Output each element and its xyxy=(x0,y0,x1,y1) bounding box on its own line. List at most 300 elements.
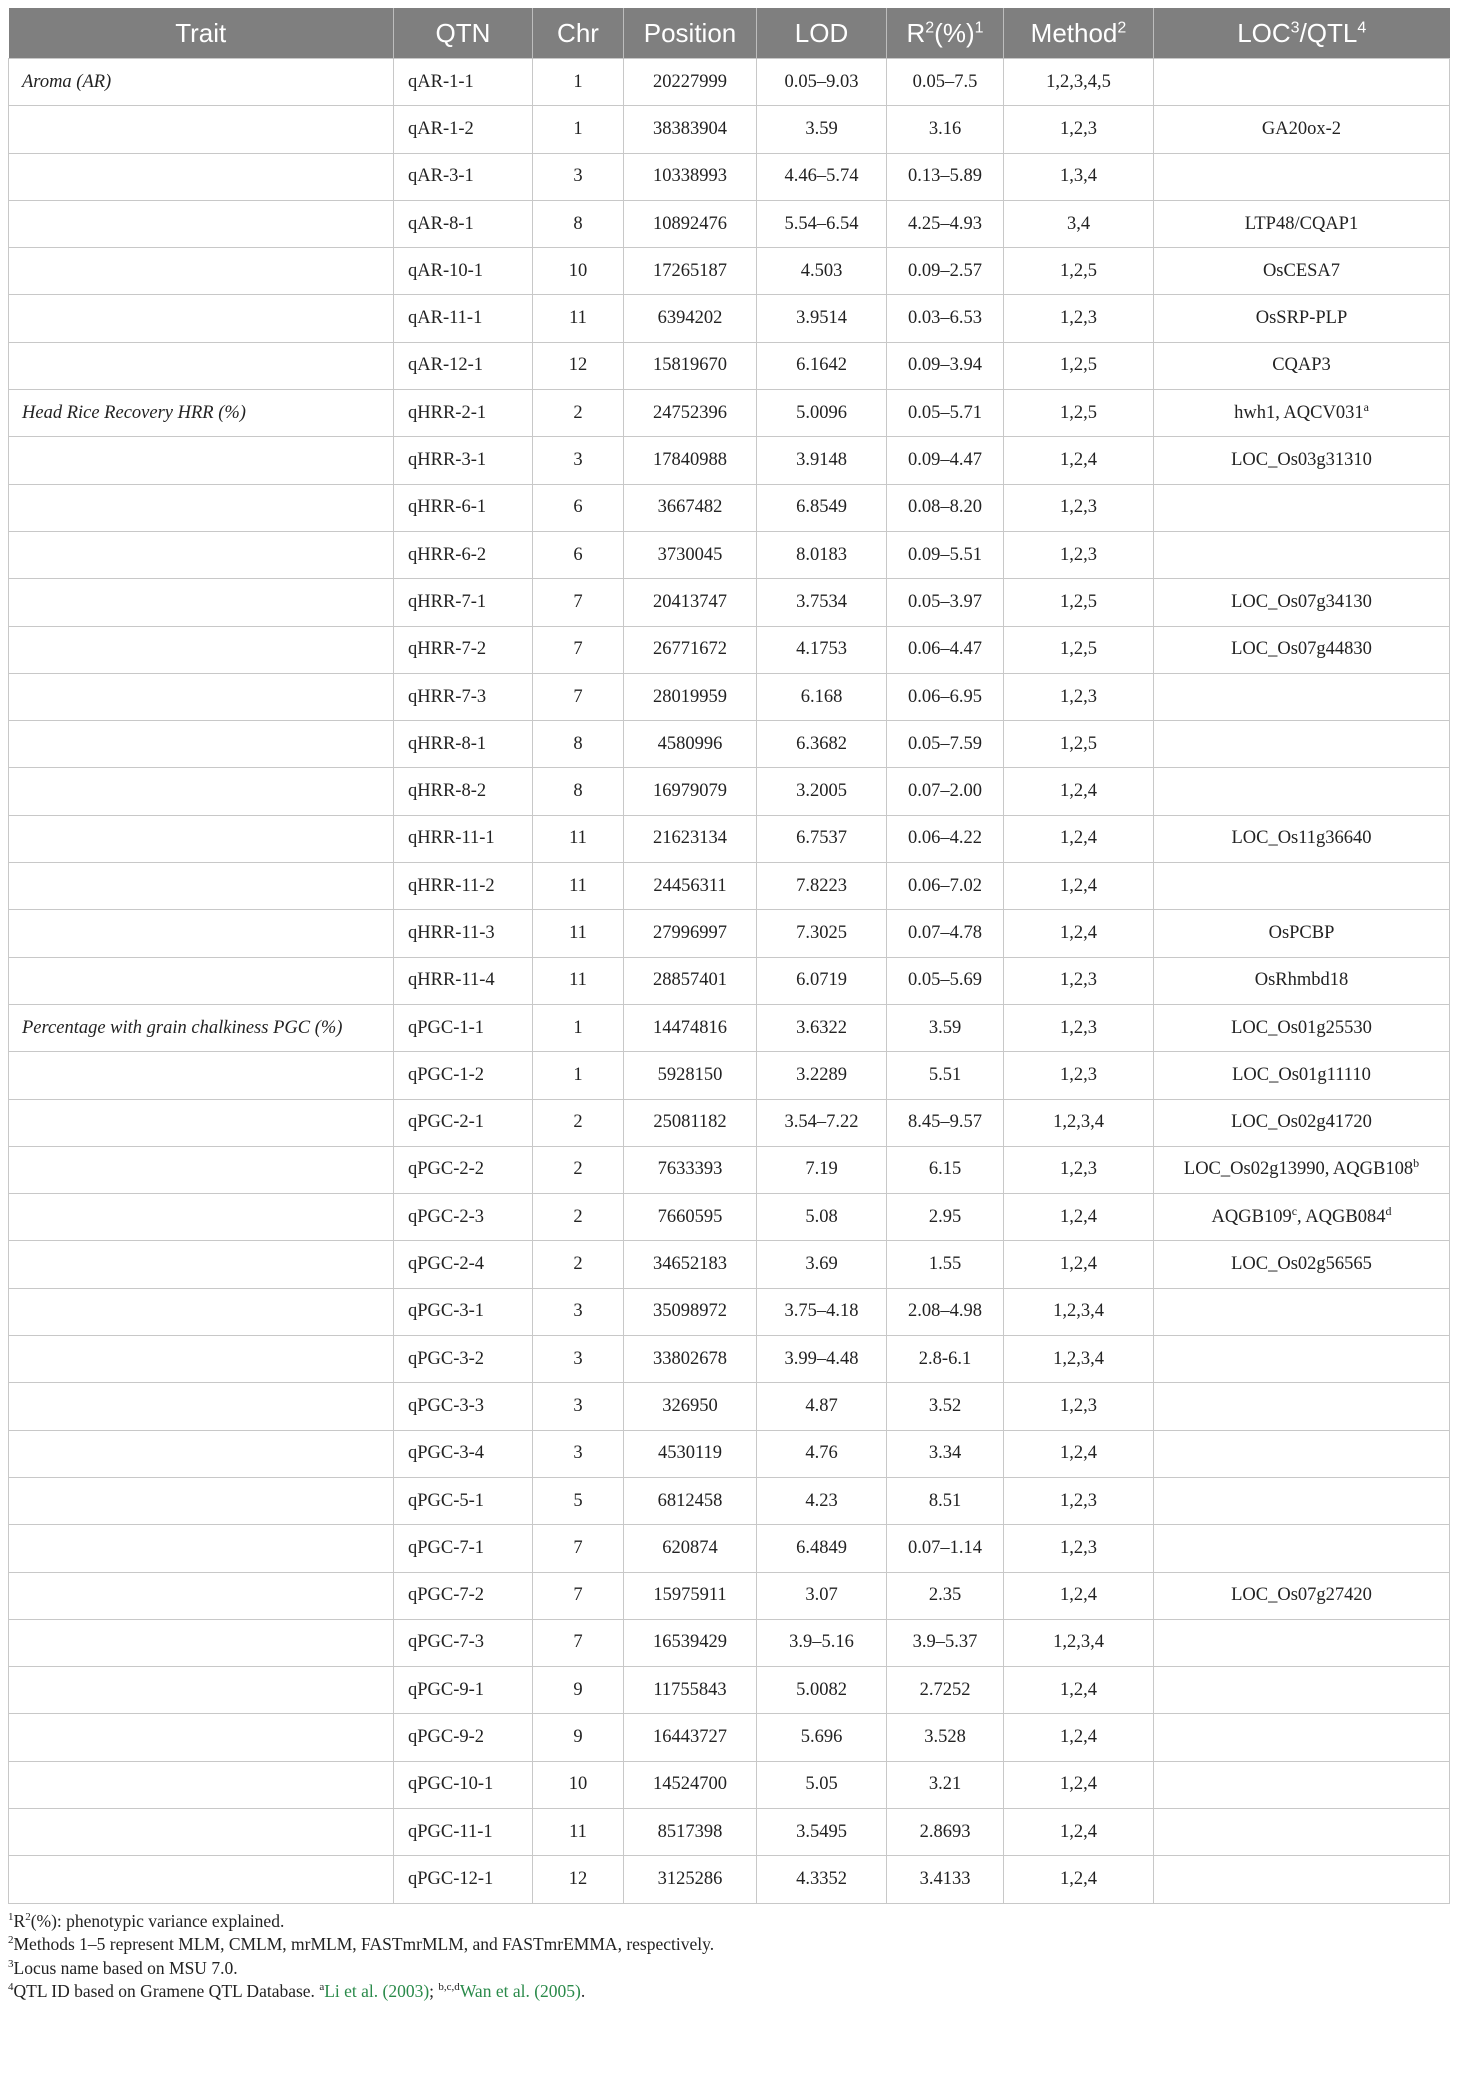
cell-r2: 2.8-6.1 xyxy=(887,1336,1004,1383)
cell-method: 1,2,5 xyxy=(1004,248,1154,295)
cell-lod: 7.19 xyxy=(757,1146,887,1193)
cell-position: 6812458 xyxy=(624,1477,757,1524)
cell-qtn: qHRR-7-3 xyxy=(394,673,533,720)
cell-method: 1,2,3 xyxy=(1004,957,1154,1004)
cell-qtn: qPGC-10-1 xyxy=(394,1761,533,1808)
table-row xyxy=(9,673,1450,720)
cell-qtn: qPGC-2-1 xyxy=(394,1099,533,1146)
footnote-4-separator: ; xyxy=(429,1981,439,2002)
cell-trait xyxy=(9,437,394,484)
cell-chr: 7 xyxy=(533,673,624,720)
cell-qtn: qPGC-7-1 xyxy=(394,1525,533,1572)
cell-position: 26771672 xyxy=(624,626,757,673)
table-row xyxy=(9,1430,1450,1477)
cell-chr: 7 xyxy=(533,1572,624,1619)
footnote-1 xyxy=(8,1910,1449,1934)
reference-link-wan-2005[interactable]: Wan et al. (2005) xyxy=(459,1981,581,2002)
cell-trait xyxy=(9,1808,394,1855)
table-row xyxy=(9,484,1450,531)
cell-method: 1,2,3 xyxy=(1004,1004,1154,1051)
cell-r2: 8.51 xyxy=(887,1477,1004,1524)
table-row xyxy=(9,1856,1450,1903)
cell-qtn: qAR-12-1 xyxy=(394,342,533,389)
cell-trait xyxy=(9,1288,394,1335)
cell-method: 1,2,3 xyxy=(1004,531,1154,578)
cell-chr: 2 xyxy=(533,1146,624,1193)
header-qtn: QTN xyxy=(394,8,533,59)
cell-loc-text: LOC_Os07g44830 xyxy=(1231,639,1372,660)
cell-lod: 6.8549 xyxy=(757,484,887,531)
cell-position: 25081182 xyxy=(624,1099,757,1146)
cell-loc-text: CQAP3 xyxy=(1272,355,1331,376)
cell-loc-qtl xyxy=(1154,1667,1450,1714)
cell-lod: 4.1753 xyxy=(757,626,887,673)
cell-lod: 4.3352 xyxy=(757,1856,887,1903)
cell-position: 4530119 xyxy=(624,1430,757,1477)
cell-trait xyxy=(9,1525,394,1572)
cell-chr: 1 xyxy=(533,1004,624,1051)
table-row xyxy=(9,1525,1450,1572)
cell-trait xyxy=(9,1761,394,1808)
header-r2 xyxy=(887,8,1004,59)
table-row xyxy=(9,390,1450,437)
cell-chr: 9 xyxy=(533,1714,624,1761)
cell-position: 24752396 xyxy=(624,390,757,437)
cell-position: 20413747 xyxy=(624,579,757,626)
table-row xyxy=(9,1194,1450,1241)
cell-trait xyxy=(9,1194,394,1241)
header-position: Position xyxy=(624,8,757,59)
cell-r2: 3.52 xyxy=(887,1383,1004,1430)
cell-position: 3730045 xyxy=(624,531,757,578)
cell-loc-qtl xyxy=(1154,1052,1450,1099)
cell-method: 1,2,4 xyxy=(1004,437,1154,484)
cell-chr: 3 xyxy=(533,1383,624,1430)
cell-method: 1,2,3 xyxy=(1004,1383,1154,1430)
cell-qtn: qPGC-3-3 xyxy=(394,1383,533,1430)
cell-chr: 3 xyxy=(533,1336,624,1383)
cell-loc-qtl xyxy=(1154,1146,1450,1193)
cell-r2: 3.59 xyxy=(887,1004,1004,1051)
cell-qtn: qHRR-11-2 xyxy=(394,863,533,910)
table-row xyxy=(9,1288,1450,1335)
table-row xyxy=(9,1241,1450,1288)
header-lod: LOD xyxy=(757,8,887,59)
reference-link-li-2003[interactable]: Li et al. (2003) xyxy=(324,1981,430,2002)
cell-lod: 5.05 xyxy=(757,1761,887,1808)
cell-r2: 3.16 xyxy=(887,106,1004,153)
cell-r2: 0.06–6.95 xyxy=(887,673,1004,720)
table-row xyxy=(9,1808,1450,1855)
cell-chr: 11 xyxy=(533,863,624,910)
cell-r2: 3.4133 xyxy=(887,1856,1004,1903)
qtn-table xyxy=(8,8,1450,1904)
cell-method: 1,2,3 xyxy=(1004,106,1154,153)
cell-method: 1,2,3 xyxy=(1004,1525,1154,1572)
footnote-1-r: R xyxy=(13,1910,26,1931)
cell-r2: 2.95 xyxy=(887,1194,1004,1241)
cell-loc-footnote: c xyxy=(1291,1203,1298,1218)
table-row xyxy=(9,768,1450,815)
cell-position: 3125286 xyxy=(624,1856,757,1903)
cell-loc-qtl xyxy=(1154,815,1450,862)
cell-method: 1,2,3 xyxy=(1004,1146,1154,1193)
cell-trait: Aroma (AR) xyxy=(9,59,394,106)
cell-chr: 1 xyxy=(533,1052,624,1099)
cell-loc-qtl xyxy=(1154,863,1450,910)
cell-r2: 0.05–5.71 xyxy=(887,390,1004,437)
cell-r2: 0.13–5.89 xyxy=(887,153,1004,200)
cell-qtn: qPGC-3-4 xyxy=(394,1430,533,1477)
table-row xyxy=(9,1383,1450,1430)
cell-qtn: qAR-8-1 xyxy=(394,200,533,247)
cell-method: 3,4 xyxy=(1004,200,1154,247)
cell-loc-text: LOC_Os07g34130 xyxy=(1231,591,1372,612)
cell-chr: 7 xyxy=(533,1619,624,1666)
cell-method: 1,2,4 xyxy=(1004,1667,1154,1714)
footnote-1-marker: 1 xyxy=(8,1910,14,1923)
table-row xyxy=(9,957,1450,1004)
table-container xyxy=(8,8,1449,2004)
cell-chr: 8 xyxy=(533,721,624,768)
cell-loc-text: LOC_Os11g36640 xyxy=(1231,828,1372,849)
footnotes xyxy=(8,1910,1449,2004)
cell-qtn: qPGC-9-1 xyxy=(394,1667,533,1714)
cell-position: 10892476 xyxy=(624,200,757,247)
cell-chr: 3 xyxy=(533,437,624,484)
footnote-3 xyxy=(8,1957,1449,1981)
table-row xyxy=(9,1714,1450,1761)
cell-chr: 1 xyxy=(533,59,624,106)
cell-trait xyxy=(9,1336,394,1383)
table-row xyxy=(9,1667,1450,1714)
cell-r2: 0.09–4.47 xyxy=(887,437,1004,484)
cell-lod: 4.23 xyxy=(757,1477,887,1524)
table-row xyxy=(9,626,1450,673)
cell-qtn: qPGC-2-4 xyxy=(394,1241,533,1288)
cell-lod: 4.503 xyxy=(757,248,887,295)
footnote-4-ref2-marker: b,c,d xyxy=(438,1981,460,1994)
cell-position: 15819670 xyxy=(624,342,757,389)
cell-loc-qtl xyxy=(1154,1525,1450,1572)
cell-position: 16979079 xyxy=(624,768,757,815)
header-method-label: Method xyxy=(1030,17,1118,48)
cell-r2: 0.07–2.00 xyxy=(887,768,1004,815)
cell-position: 24456311 xyxy=(624,863,757,910)
cell-trait xyxy=(9,1856,394,1903)
cell-loc-qtl xyxy=(1154,1194,1450,1241)
table-row xyxy=(9,1761,1450,1808)
cell-qtn: qPGC-11-1 xyxy=(394,1808,533,1855)
cell-qtn: qAR-1-1 xyxy=(394,59,533,106)
cell-trait xyxy=(9,342,394,389)
header-loc-footnote: 3 xyxy=(1290,18,1300,36)
cell-loc-text: LOC_Os03g31310 xyxy=(1231,450,1372,471)
cell-chr: 3 xyxy=(533,153,624,200)
cell-trait xyxy=(9,1477,394,1524)
cell-r2: 0.09–2.57 xyxy=(887,248,1004,295)
cell-r2: 3.21 xyxy=(887,1761,1004,1808)
cell-loc-qtl xyxy=(1154,957,1450,1004)
table-row xyxy=(9,1477,1450,1524)
cell-qtn: qPGC-12-1 xyxy=(394,1856,533,1903)
cell-qtn: qPGC-3-1 xyxy=(394,1288,533,1335)
cell-lod: 6.1642 xyxy=(757,342,887,389)
cell-position: 20227999 xyxy=(624,59,757,106)
cell-method: 1,2,3,4 xyxy=(1004,1288,1154,1335)
cell-lod: 5.696 xyxy=(757,1714,887,1761)
cell-lod: 4.87 xyxy=(757,1383,887,1430)
cell-loc-text: LOC_Os01g25530 xyxy=(1231,1017,1372,1038)
cell-loc-qtl xyxy=(1154,1004,1450,1051)
cell-lod: 6.7537 xyxy=(757,815,887,862)
cell-lod: 5.0082 xyxy=(757,1667,887,1714)
cell-method: 1,2,4 xyxy=(1004,1430,1154,1477)
table-row xyxy=(9,531,1450,578)
cell-method: 1,3,4 xyxy=(1004,153,1154,200)
cell-chr: 3 xyxy=(533,1430,624,1477)
cell-r2: 2.08–4.98 xyxy=(887,1288,1004,1335)
table-body xyxy=(9,59,1450,1904)
cell-lod: 6.4849 xyxy=(757,1525,887,1572)
cell-qtn: qAR-10-1 xyxy=(394,248,533,295)
cell-qtn: qHRR-11-4 xyxy=(394,957,533,1004)
cell-loc-qtl xyxy=(1154,1714,1450,1761)
cell-lod: 5.08 xyxy=(757,1194,887,1241)
cell-trait xyxy=(9,531,394,578)
cell-chr: 12 xyxy=(533,342,624,389)
cell-lod: 3.07 xyxy=(757,1572,887,1619)
cell-trait xyxy=(9,768,394,815)
cell-lod: 3.2005 xyxy=(757,768,887,815)
cell-method: 1,2,4 xyxy=(1004,1856,1154,1903)
cell-trait xyxy=(9,1572,394,1619)
cell-lod: 6.3682 xyxy=(757,721,887,768)
header-r2-sup: 2 xyxy=(925,18,935,36)
cell-lod: 3.9148 xyxy=(757,437,887,484)
cell-chr: 6 xyxy=(533,484,624,531)
cell-method: 1,2,4 xyxy=(1004,863,1154,910)
cell-method: 1,2,5 xyxy=(1004,390,1154,437)
cell-loc-qtl xyxy=(1154,484,1450,531)
cell-r2: 4.25–4.93 xyxy=(887,200,1004,247)
cell-loc-qtl xyxy=(1154,1572,1450,1619)
cell-chr: 2 xyxy=(533,1194,624,1241)
cell-r2: 8.45–9.57 xyxy=(887,1099,1004,1146)
header-loc-label: LOC xyxy=(1237,17,1291,48)
cell-qtn: qPGC-2-2 xyxy=(394,1146,533,1193)
cell-trait xyxy=(9,957,394,1004)
cell-loc-qtl xyxy=(1154,1477,1450,1524)
cell-position: 3667482 xyxy=(624,484,757,531)
cell-position: 28019959 xyxy=(624,673,757,720)
cell-r2: 6.15 xyxy=(887,1146,1004,1193)
cell-method: 1,2,4 xyxy=(1004,1241,1154,1288)
footnote-3-marker: 3 xyxy=(8,1957,14,1970)
cell-lod: 6.168 xyxy=(757,673,887,720)
cell-loc-qtl xyxy=(1154,106,1450,153)
cell-qtn: qAR-1-2 xyxy=(394,106,533,153)
table-row xyxy=(9,248,1450,295)
footnote-4-end: . xyxy=(580,1981,586,2002)
cell-loc-qtl xyxy=(1154,390,1450,437)
table-row xyxy=(9,1619,1450,1666)
footnote-2 xyxy=(8,1933,1449,1957)
table-row xyxy=(9,863,1450,910)
cell-trait: Percentage with grain chalkiness PGC (%) xyxy=(9,1004,394,1051)
cell-chr: 2 xyxy=(533,1099,624,1146)
cell-loc-text: OsPCBP xyxy=(1268,922,1335,943)
cell-lod: 3.5495 xyxy=(757,1808,887,1855)
cell-lod: 3.54–7.22 xyxy=(757,1099,887,1146)
cell-lod: 3.59 xyxy=(757,106,887,153)
table-row xyxy=(9,1052,1450,1099)
cell-loc-footnote: b xyxy=(1413,1156,1420,1171)
cell-position: 620874 xyxy=(624,1525,757,1572)
cell-trait xyxy=(9,1714,394,1761)
cell-loc-footnote-2: d xyxy=(1385,1203,1392,1218)
cell-chr: 8 xyxy=(533,200,624,247)
cell-r2: 0.05–7.5 xyxy=(887,59,1004,106)
cell-r2: 0.09–3.94 xyxy=(887,342,1004,389)
cell-position: 16443727 xyxy=(624,1714,757,1761)
cell-loc-qtl xyxy=(1154,1430,1450,1477)
cell-loc-text: LOC_Os02g56565 xyxy=(1231,1254,1372,1275)
cell-chr: 7 xyxy=(533,579,624,626)
cell-loc-qtl xyxy=(1154,768,1450,815)
cell-loc-text: LOC_Os01g11110 xyxy=(1232,1064,1371,1085)
cell-method: 1,2,3 xyxy=(1004,295,1154,342)
cell-trait xyxy=(9,1146,394,1193)
cell-chr: 5 xyxy=(533,1477,624,1524)
cell-loc-qtl xyxy=(1154,626,1450,673)
header-chr: Chr xyxy=(533,8,624,59)
cell-lod: 3.9514 xyxy=(757,295,887,342)
table-row xyxy=(9,437,1450,484)
cell-loc-text: LOC_Os02g41720 xyxy=(1231,1112,1372,1133)
footnote-2-text: Methods 1–5 represent MLM, CMLM, mrMLM, FASTmrMLM, and FASTmrEMMA, respectively. xyxy=(13,1934,715,1955)
cell-trait xyxy=(9,1052,394,1099)
cell-lod: 8.0183 xyxy=(757,531,887,578)
cell-trait xyxy=(9,1383,394,1430)
cell-position: 14524700 xyxy=(624,1761,757,1808)
cell-method: 1,2,3 xyxy=(1004,673,1154,720)
cell-qtn: qPGC-1-1 xyxy=(394,1004,533,1051)
cell-method: 1,2,5 xyxy=(1004,342,1154,389)
cell-loc-qtl xyxy=(1154,531,1450,578)
cell-method: 1,2,4 xyxy=(1004,1194,1154,1241)
cell-lod: 3.6322 xyxy=(757,1004,887,1051)
table-row xyxy=(9,910,1450,957)
cell-trait xyxy=(9,815,394,862)
cell-loc-qtl xyxy=(1154,1761,1450,1808)
cell-loc-qtl xyxy=(1154,1808,1450,1855)
cell-loc-qtl xyxy=(1154,673,1450,720)
cell-trait xyxy=(9,863,394,910)
cell-lod: 3.9–5.16 xyxy=(757,1619,887,1666)
cell-lod: 5.0096 xyxy=(757,390,887,437)
cell-qtn: qHRR-6-1 xyxy=(394,484,533,531)
cell-qtn: qHRR-7-1 xyxy=(394,579,533,626)
cell-lod: 3.99–4.48 xyxy=(757,1336,887,1383)
table-row xyxy=(9,153,1450,200)
cell-loc-footnote: a xyxy=(1363,399,1369,414)
cell-chr: 11 xyxy=(533,910,624,957)
table-row xyxy=(9,1572,1450,1619)
cell-trait: Head Rice Recovery HRR (%) xyxy=(9,390,394,437)
cell-chr: 7 xyxy=(533,626,624,673)
cell-position: 10338993 xyxy=(624,153,757,200)
cell-loc-qtl xyxy=(1154,153,1450,200)
cell-loc-text: LTP48/CQAP1 xyxy=(1244,213,1359,234)
cell-position: 5928150 xyxy=(624,1052,757,1099)
cell-trait xyxy=(9,153,394,200)
cell-chr: 2 xyxy=(533,1241,624,1288)
cell-r2: 0.03–6.53 xyxy=(887,295,1004,342)
cell-position: 4580996 xyxy=(624,721,757,768)
cell-lod: 4.76 xyxy=(757,1430,887,1477)
cell-chr: 2 xyxy=(533,390,624,437)
cell-qtn: qPGC-3-2 xyxy=(394,1336,533,1383)
cell-method: 1,2,3,4 xyxy=(1004,1336,1154,1383)
cell-position: 21623134 xyxy=(624,815,757,862)
cell-loc-qtl xyxy=(1154,1619,1450,1666)
cell-trait xyxy=(9,1430,394,1477)
table-row xyxy=(9,342,1450,389)
table-row xyxy=(9,815,1450,862)
cell-method: 1,2,5 xyxy=(1004,626,1154,673)
footnote-3-text: Locus name based on MSU 7.0. xyxy=(13,1957,238,1978)
cell-lod: 4.46–5.74 xyxy=(757,153,887,200)
cell-trait xyxy=(9,626,394,673)
cell-trait xyxy=(9,673,394,720)
footnote-1-text: (%): phenotypic variance explained. xyxy=(30,1910,285,1931)
cell-lod: 3.7534 xyxy=(757,579,887,626)
footnote-1-r-sup: 2 xyxy=(25,1910,31,1923)
cell-r2: 3.9–5.37 xyxy=(887,1619,1004,1666)
header-r2-r: R xyxy=(906,17,926,48)
cell-method: 1,2,3 xyxy=(1004,484,1154,531)
cell-lod: 7.3025 xyxy=(757,910,887,957)
cell-trait xyxy=(9,484,394,531)
cell-trait xyxy=(9,910,394,957)
cell-trait xyxy=(9,106,394,153)
cell-qtn: qAR-3-1 xyxy=(394,153,533,200)
cell-lod: 6.0719 xyxy=(757,957,887,1004)
cell-qtn: qHRR-2-1 xyxy=(394,390,533,437)
cell-loc-qtl xyxy=(1154,295,1450,342)
cell-loc-qtl xyxy=(1154,1856,1450,1903)
cell-method: 1,2,3,4,5 xyxy=(1004,59,1154,106)
cell-r2: 0.07–1.14 xyxy=(887,1525,1004,1572)
cell-position: 7660595 xyxy=(624,1194,757,1241)
cell-r2: 3.528 xyxy=(887,1714,1004,1761)
cell-loc-qtl xyxy=(1154,59,1450,106)
cell-qtn: qHRR-8-2 xyxy=(394,768,533,815)
cell-r2: 0.08–8.20 xyxy=(887,484,1004,531)
cell-position: 35098972 xyxy=(624,1288,757,1335)
cell-chr: 6 xyxy=(533,531,624,578)
cell-qtn: qHRR-7-2 xyxy=(394,626,533,673)
cell-position: 28857401 xyxy=(624,957,757,1004)
cell-trait xyxy=(9,579,394,626)
table-row xyxy=(9,1336,1450,1383)
header-qtl-label: /QTL xyxy=(1299,17,1358,48)
cell-chr: 7 xyxy=(533,1525,624,1572)
cell-method: 1,2,4 xyxy=(1004,1761,1154,1808)
cell-lod: 3.75–4.18 xyxy=(757,1288,887,1335)
cell-loc-qtl xyxy=(1154,342,1450,389)
